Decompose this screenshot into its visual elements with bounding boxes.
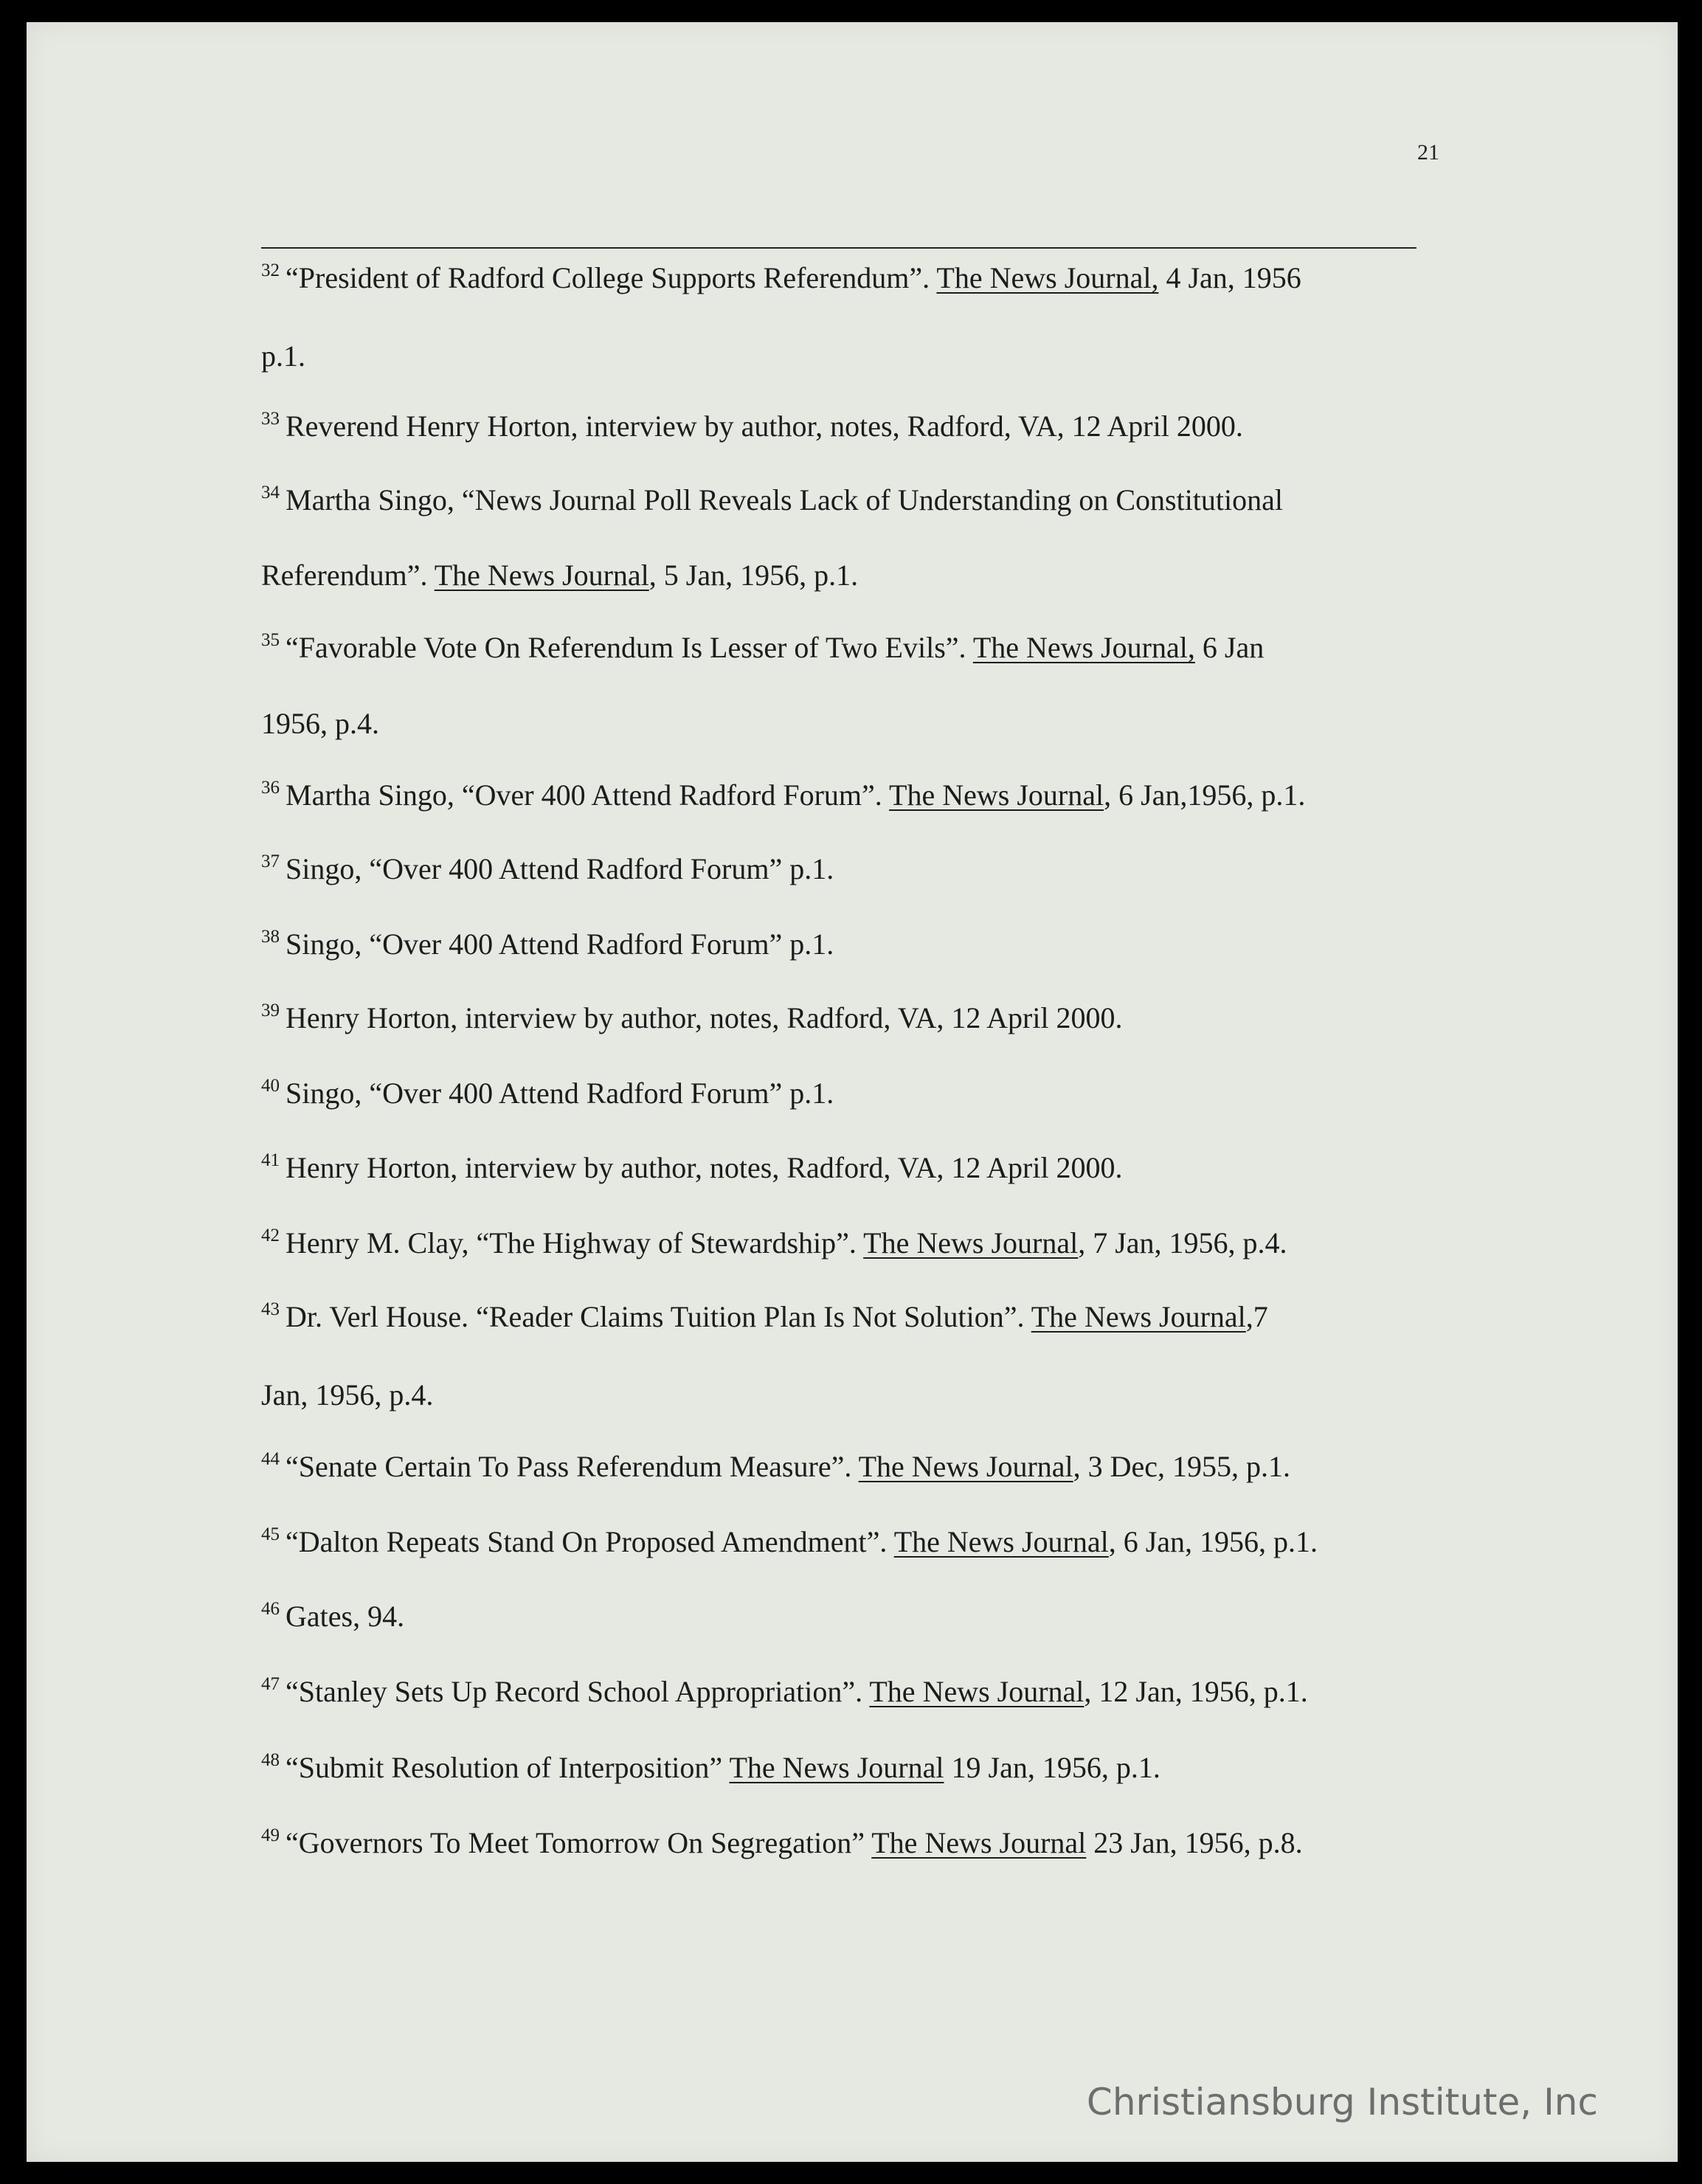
footnote-citation: ,7 [1245, 1300, 1268, 1333]
footnote-47 [261, 1675, 1471, 1709]
footnote-number: 37 [261, 851, 280, 871]
journal-title: The News Journal [858, 1450, 1073, 1483]
footnote-34 [261, 483, 1471, 517]
watermark: Christiansburg Institute, Inc [1086, 2081, 1598, 2123]
footnote-38 [261, 927, 1471, 961]
footnote-35-continued [261, 707, 1471, 741]
footnote-41 [261, 1151, 1471, 1185]
footnote-number: 41 [261, 1150, 280, 1170]
footnote-48 [261, 1751, 1471, 1785]
footnote-40 [261, 1077, 1471, 1110]
footnote-number: 43 [261, 1299, 280, 1319]
footnote-text: “President of Radford College Supports Referendum”. [286, 261, 937, 294]
footnote-citation: 19 Jan, 1956, p.1. [944, 1751, 1160, 1784]
journal-title: The News Journal [869, 1675, 1084, 1708]
footnote-number: 38 [261, 927, 280, 947]
footnote-number: 46 [261, 1599, 280, 1619]
journal-title: The News Journal [871, 1826, 1087, 1859]
footnote-number: 33 [261, 409, 280, 429]
footnote-35 [261, 631, 1471, 665]
journal-title: The News Journal [863, 1226, 1079, 1259]
footnote-text: Singo, “Over 400 Attend Radford Forum” p.1. [286, 927, 834, 961]
footnote-33 [261, 410, 1471, 443]
footnote-text: Referendum”. [261, 559, 435, 592]
footnote-citation: , 12 Jan, 1956, p.1. [1084, 1675, 1308, 1708]
footnote-number: 34 [261, 483, 280, 502]
footnote-text: “Governors To Meet Tomorrow On Segregation” [286, 1826, 872, 1859]
footnote-43-continued [261, 1378, 1471, 1412]
footnote-text: Gates, 94. [286, 1600, 405, 1633]
footnote-number: 40 [261, 1076, 280, 1096]
footnote-text: Singo, “Over 400 Attend Radford Forum” p.1. [286, 1077, 834, 1110]
footnote-text: “Dalton Repeats Stand On Proposed Amendment”. [286, 1525, 894, 1558]
footnote-number: 32 [261, 260, 280, 280]
footnote-number: 39 [261, 1001, 280, 1020]
journal-title: The News Journal [1031, 1300, 1246, 1333]
footnote-citation: 6 Jan [1194, 631, 1265, 664]
footnote-text: Dr. Verl House. “Reader Claims Tuition Plan Is Not Solution”. [286, 1300, 1031, 1333]
document-page [27, 22, 1678, 2162]
journal-title: The News Journal [893, 1525, 1109, 1558]
footnote-number: 44 [261, 1449, 280, 1469]
footnote-number: 47 [261, 1674, 280, 1694]
footnote-text: “Favorable Vote On Referendum Is Lesser of Two Evils”. [286, 631, 973, 664]
footnote-37 [261, 852, 1471, 886]
journal-title: The News Journal [889, 778, 1104, 812]
footnote-text: 1956, p.4. [261, 707, 379, 740]
footnote-number: 35 [261, 630, 280, 650]
footnote-44 [261, 1450, 1471, 1484]
footnote-citation: 4 Jan, 1956 [1158, 261, 1301, 294]
footnote-32-continued [261, 339, 1471, 373]
footnote-34-continued [261, 559, 1471, 592]
footnote-text: p.1. [261, 339, 305, 373]
footnote-number: 36 [261, 778, 280, 798]
footnote-number: 48 [261, 1750, 280, 1770]
footnote-number: 45 [261, 1524, 280, 1544]
journal-title: The News Journal [434, 559, 649, 592]
footnote-citation: , 6 Jan,1956, p.1. [1104, 778, 1306, 812]
footnote-text: “Submit Resolution of Interposition” [286, 1751, 730, 1784]
footnote-text: Martha Singo, “Over 400 Attend Radford Forum”. [286, 778, 890, 812]
footnote-separator [261, 247, 1416, 249]
journal-title: The News Journal, [972, 631, 1195, 664]
journal-title: The News Journal, [936, 261, 1159, 294]
footnote-49 [261, 1826, 1471, 1860]
footnote-43 [261, 1300, 1471, 1334]
footnote-text: “Senate Certain To Pass Referendum Measure”. [286, 1450, 859, 1483]
footnote-36 [261, 778, 1471, 812]
footnote-citation: , 6 Jan, 1956, p.1. [1108, 1525, 1318, 1558]
footnote-text: “Stanley Sets Up Record School Appropriation”. [286, 1675, 870, 1708]
footnote-text: Martha Singo, “News Journal Poll Reveals Lack of Understanding on Constitutional [286, 483, 1284, 516]
footnote-32 [261, 261, 1471, 295]
footnote-text: Jan, 1956, p.4. [261, 1378, 434, 1411]
footnote-citation: , 3 Dec, 1955, p.1. [1073, 1450, 1291, 1483]
footnote-text: Reverend Henry Horton, interview by author, notes, Radford, VA, 12 April 2000. [286, 410, 1243, 443]
footnote-text: Henry M. Clay, “The Highway of Stewardship”. [286, 1226, 864, 1259]
footnote-citation: 23 Jan, 1956, p.8. [1086, 1826, 1303, 1859]
footnote-text: Singo, “Over 400 Attend Radford Forum” p.1. [286, 852, 834, 885]
footnote-text: Henry Horton, interview by author, notes, Radford, VA, 12 April 2000. [286, 1001, 1123, 1034]
footnote-45 [261, 1525, 1471, 1559]
page-number: 21 [1417, 140, 1439, 165]
footnote-number: 49 [261, 1825, 280, 1845]
footnote-number: 42 [261, 1226, 280, 1245]
footnote-46 [261, 1600, 1471, 1634]
footnote-text: Henry Horton, interview by author, notes, Radford, VA, 12 April 2000. [286, 1151, 1123, 1184]
footnote-citation: , 5 Jan, 1956, p.1. [648, 559, 859, 592]
footnote-39 [261, 1001, 1471, 1035]
footnote-citation: , 7 Jan, 1956, p.4. [1078, 1226, 1287, 1259]
journal-title: The News Journal [729, 1751, 944, 1784]
footnote-42 [261, 1226, 1471, 1260]
